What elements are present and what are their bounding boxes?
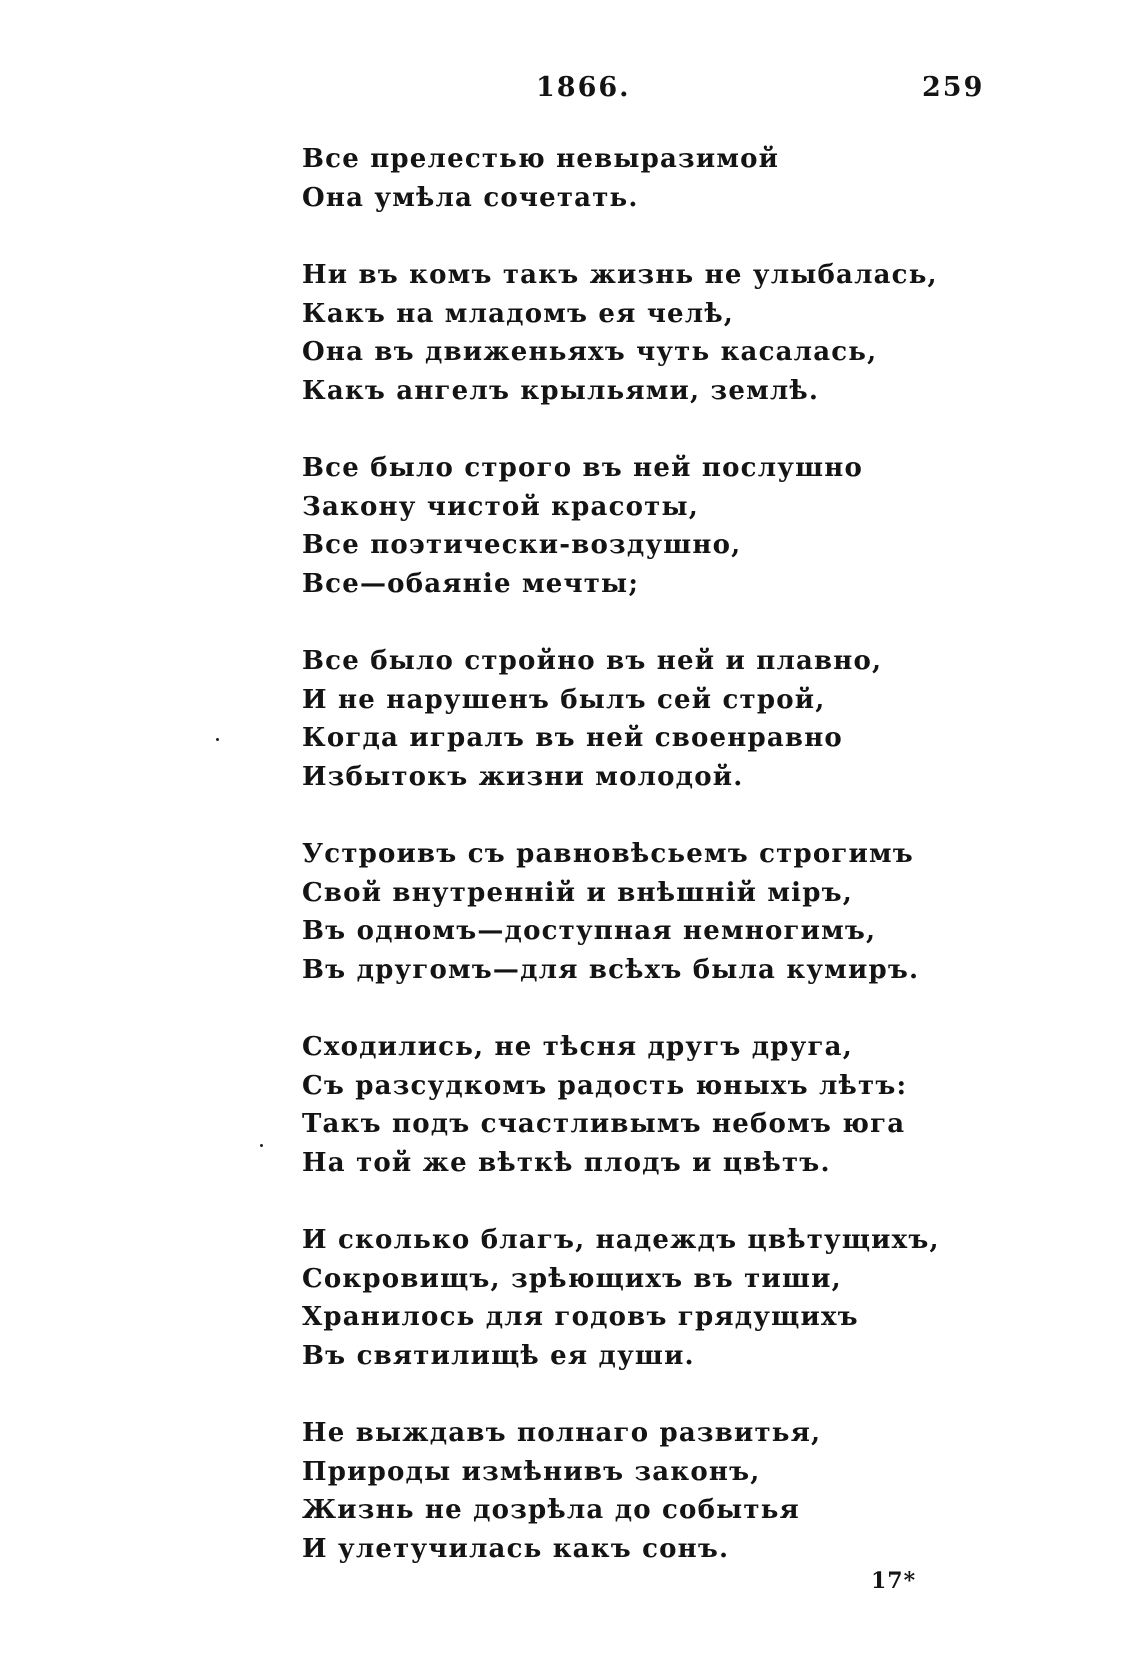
stanza bbox=[302, 835, 922, 989]
poem-line: На той же вѣткѣ плодъ и цвѣтъ. bbox=[302, 1147, 831, 1178]
poem-line: И улетучилась какъ сонъ. bbox=[302, 1533, 730, 1564]
print-speck bbox=[260, 1144, 263, 1147]
poem-line: Въ другомъ—для всѣхъ была кумиръ. bbox=[302, 954, 920, 985]
page-number: 259 bbox=[922, 72, 985, 103]
stanza bbox=[302, 449, 922, 603]
poem-line: Она въ движеньяхъ чуть касалась, bbox=[302, 337, 878, 367]
poem-line: Все—обаяніе мечты; bbox=[302, 568, 640, 599]
stanza bbox=[302, 256, 938, 410]
poem-line: Хранилось для годовъ грядущихъ bbox=[302, 1302, 859, 1332]
poem-line: Природы измѣнивъ законъ, bbox=[302, 1456, 761, 1487]
poem-line: Не выждавъ полнаго развитья, bbox=[302, 1418, 822, 1448]
poem-line: Избытокъ жизни молодой. bbox=[302, 761, 744, 792]
poem-line: Свой внутренній и внѣшній міръ, bbox=[302, 877, 854, 908]
poem-line: Устроивъ съ равновѣсьемъ строгимъ bbox=[302, 839, 914, 869]
stanza bbox=[302, 642, 922, 796]
running-header-year: 1866. bbox=[536, 72, 631, 103]
poem-line: Въ святилищѣ ея души. bbox=[302, 1340, 695, 1371]
poem-line: Какъ на младомъ ея челѣ, bbox=[302, 298, 735, 329]
poem-line: Сокровищъ, зрѣющихъ въ тиши, bbox=[302, 1263, 842, 1294]
poem-line: Сходились, не тѣсня другъ друга, bbox=[302, 1032, 853, 1062]
poem-line: Все было строго въ ней послушно bbox=[302, 453, 863, 483]
poem-line: Такъ подъ счастливымъ небомъ юга bbox=[302, 1109, 906, 1139]
stanza bbox=[302, 140, 922, 217]
poem-line: Съ разсудкомъ радость юныхъ лѣтъ: bbox=[302, 1070, 908, 1101]
poem-line: Въ одномъ—доступная немногимъ, bbox=[302, 916, 877, 946]
poem-line: И не нарушенъ былъ сей строй, bbox=[302, 684, 826, 715]
printer-signature-mark: 17* bbox=[871, 1568, 917, 1594]
poem-line: Когда игралъ въ ней своенравно bbox=[302, 723, 843, 753]
poem-line: Жизнь не дозрѣла до событья bbox=[302, 1495, 800, 1525]
print-speck bbox=[216, 738, 219, 741]
poem-line: Она умѣла сочетать. bbox=[302, 182, 639, 213]
stanza bbox=[302, 1221, 940, 1375]
poem-line: Все было стройно въ ней и плавно, bbox=[302, 646, 883, 676]
poem bbox=[302, 140, 940, 1607]
poem-line: И сколько благъ, надеждъ цвѣтущихъ, bbox=[302, 1225, 940, 1255]
poem-line: Все прелестью невыразимой bbox=[302, 144, 780, 174]
poem-line: Закону чистой красоты, bbox=[302, 491, 699, 522]
poem-line: Какъ ангелъ крыльями, землѣ. bbox=[302, 375, 820, 406]
poem-line: Ни въ комъ такъ жизнь не улыбалась, bbox=[302, 260, 938, 290]
stanza bbox=[302, 1028, 922, 1182]
poem-line: Все поэтически-воздушно, bbox=[302, 530, 742, 560]
stanza bbox=[302, 1414, 922, 1568]
